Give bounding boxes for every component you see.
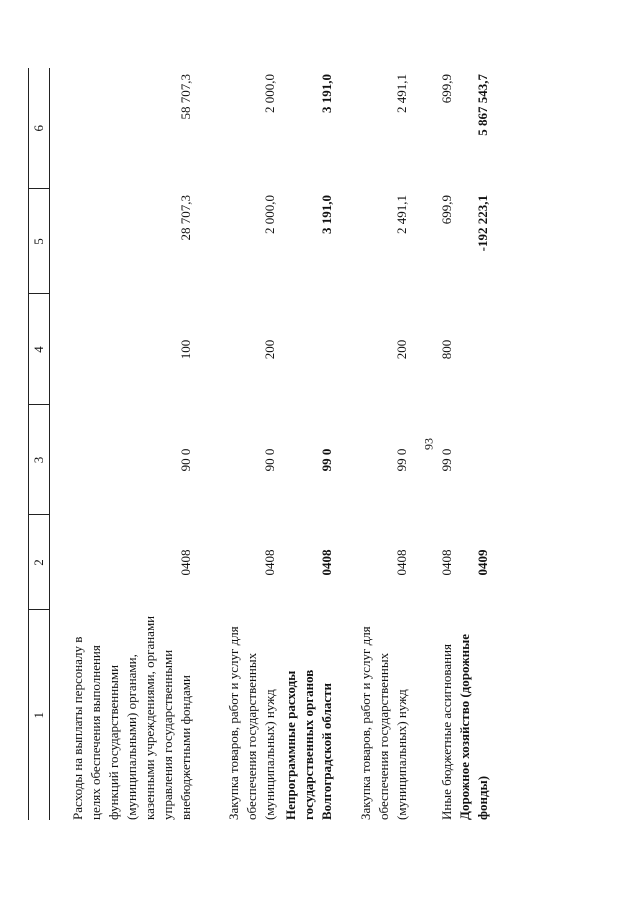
row-section-code: 0409 [475,549,490,576]
row-name: Дорожное хозяйство (дорожные фонды) [457,633,490,820]
row-amount-total: 3 191,0 [319,74,334,113]
row-program-code: 90 0 [262,448,277,472]
row-expense-type: 100 [178,339,193,360]
row-amount-total: 2 000,0 [262,74,277,113]
row-amount-change: 2 000,0 [262,195,277,234]
row-expense-type: 200 [394,339,409,360]
row-section-code: 0408 [394,549,409,576]
header-col-2: 2 [29,515,50,610]
row-amount-change: 699,9 [439,195,454,225]
table-row [456,68,492,820]
row-expense-type [279,294,336,405]
rotated-table-wrapper [28,68,568,820]
table-row [336,68,411,820]
row-section-code: 0408 [319,549,334,576]
row-program-code: 99 0 [394,448,409,472]
header-col-1: 1 [29,610,50,820]
row-name: Закупка товаров, работ и услуг для обеспечения государственных (муниципальных) нужд [226,626,277,820]
row-amount-change: -192 223,1 [475,195,490,252]
row-name: Закупка товаров, работ и услуг для обеспечения государственных (муниципальных) нужд [358,626,409,820]
table-row [50,68,196,820]
row-amount-change: 28 707,3 [178,195,193,241]
budget-table [28,68,492,820]
row-amount-change: 3 191,0 [319,195,334,234]
row-expense-type [456,294,492,405]
row-expense-type: 200 [262,339,277,360]
header-col-6: 6 [29,68,50,189]
row-program-code [456,405,492,515]
row-section-code: 0408 [178,549,193,576]
row-program-code: 99 0 [439,448,454,472]
row-amount-total: 2 491,1 [394,74,409,113]
row-section-code: 0408 [439,549,454,576]
row-expense-type: 800 [439,339,454,360]
page-number: 93 [421,438,436,450]
row-amount-change: 2 491,1 [394,195,409,234]
row-name: Непрограммные расходы государственных органов Волгоградской области [283,669,334,820]
header-col-5: 5 [29,189,50,294]
row-program-code: 99 0 [319,448,334,472]
table-row [411,68,456,820]
row-name: Иные бюджетные ассигнования [439,643,454,820]
row-name: Расходы на выплаты персоналу в целях обеспечения выполнения функций государственными (муниципальными) органами, казенными учреждениями, органами управления государственными внебюджетными фондами [70,615,193,820]
row-program-code: 90 0 [178,448,193,472]
header-col-3: 3 [29,405,50,515]
header-col-4: 4 [29,294,50,405]
row-amount-total: 699,9 [439,74,454,104]
table-row [279,68,336,820]
row-amount-total: 5 867 543,7 [475,74,490,136]
table-row [195,68,279,820]
row-amount-total: 58 707,3 [178,74,193,120]
header-row [29,68,50,820]
row-section-code: 0408 [262,549,277,576]
